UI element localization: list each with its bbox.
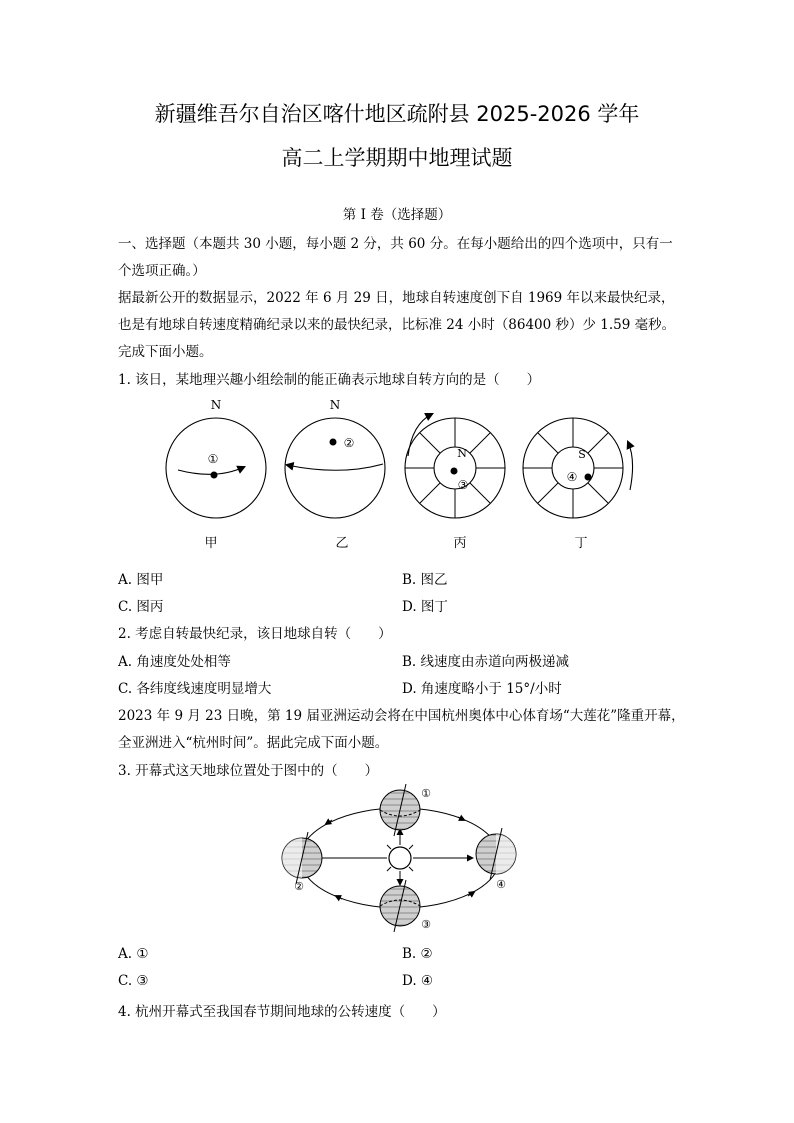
yi-point (330, 439, 337, 446)
yi-rotation-arrow (287, 464, 383, 470)
orbit-mark-3: ③ (421, 918, 431, 931)
earth-position-2 (282, 832, 322, 893)
passage2-line1: 2023 年 9 月 23 日晚，第 19 届亚洲运动会将在中国杭州奥体中心体育场“大莲花”隆重开幕， (118, 708, 685, 724)
q1-stem: 1. 该日，某地理兴趣小组绘制的能正确表示地球自转方向的是（ ） (118, 372, 541, 388)
orbit-mark-4: ④ (496, 878, 506, 891)
jia-mark: ① (207, 452, 219, 466)
bing-pole-label: N (457, 447, 467, 460)
figure-yi (285, 398, 385, 518)
q1-option-a[interactable]: A. 图甲 (118, 572, 164, 588)
orbit-mark-2: ② (294, 880, 304, 893)
q2-option-a[interactable]: A. 角速度处处相等 (118, 654, 231, 670)
ding-point (585, 474, 592, 481)
earth-position-4 (476, 828, 516, 891)
q3-option-b[interactable]: B. ② (402, 946, 433, 962)
passage1-line1: 据最新公开的数据显示，2022 年 6 月 29 日，地球自转速度创下自 1969 年以来最快纪录， (118, 290, 675, 306)
q2-option-c[interactable]: C. 各纬度线速度明显增大 (118, 681, 272, 697)
bing-point (451, 468, 458, 475)
earth-position-3 (380, 880, 431, 932)
ding-rotation-arrow (628, 442, 633, 490)
bing-mark: ③ (457, 478, 469, 492)
bing-caption: 丙 (453, 536, 467, 551)
q3-option-a[interactable]: A. ① (118, 946, 149, 962)
q3-option-c[interactable]: C. ③ (118, 973, 149, 989)
instruction-line-1: 一、选择题（本题共 30 小题，每小题 2 分，共 60 分。在每小题给出的四个选项中，只有一 (118, 236, 673, 252)
ding-caption: 丁 (574, 536, 588, 551)
ding-mark: ④ (566, 470, 578, 484)
earth-position-1 (380, 784, 431, 836)
q1-option-d[interactable]: D. 图丁 (402, 599, 448, 615)
q4-stem: 4. 杭州开幕式至我国春节期间地球的公转速度（ ） (118, 1004, 446, 1020)
paper-title-line2: 高二上学期期中地理试题 (281, 146, 513, 170)
q1-option-b[interactable]: B. 图乙 (402, 572, 448, 588)
yi-globe (285, 418, 385, 518)
q2-option-b[interactable]: B. 线速度由赤道向两极递减 (402, 654, 570, 670)
q3-orbit-figure (272, 782, 532, 942)
yi-caption: 乙 (335, 536, 349, 551)
jia-caption: 甲 (204, 536, 218, 551)
q3-option-d[interactable]: D. ④ (402, 973, 434, 989)
q2-option-d[interactable]: D. 角速度略小于 15°/小时 (402, 681, 562, 697)
figure-jia (166, 398, 266, 518)
q1-option-c[interactable]: C. 图丙 (118, 599, 164, 615)
paper-title-line1: 新疆维吾尔自治区喀什地区疏附县 2025-2026 学年 (154, 102, 640, 126)
figure-bing (405, 414, 505, 518)
passage1-line2: 也是有地球自转速度精确纪录以来的最快纪录，比标准 24 小时（86400 秒）少 1.59 毫秒。 (118, 317, 676, 333)
instruction-line-2: 个选项正确。） (118, 263, 206, 279)
jia-globe (166, 418, 266, 518)
passage1-line3: 完成下面小题。 (118, 344, 213, 360)
passage2-line2: 全亚洲进入“杭州时间”。据此完成下面小题。 (118, 735, 389, 751)
q1-rotation-figure (150, 392, 660, 562)
figure-ding (523, 418, 633, 518)
sun-icon (382, 840, 418, 876)
q3-stem: 3. 开幕式这天地球位置处于图中的（ ） (118, 763, 379, 779)
ding-pole-label: S (578, 448, 586, 461)
orbit-mark-1: ① (421, 787, 431, 800)
q2-stem: 2. 考虑自转最快纪录，该日地球自转（ ） (118, 626, 392, 642)
jia-north-label: N (210, 398, 222, 412)
yi-mark: ② (343, 436, 355, 450)
jia-point (211, 472, 218, 479)
volume-heading: 第 I 卷（选择题） (342, 207, 452, 223)
yi-north-label: N (329, 398, 341, 412)
bing-rotation-arrow (408, 414, 432, 456)
